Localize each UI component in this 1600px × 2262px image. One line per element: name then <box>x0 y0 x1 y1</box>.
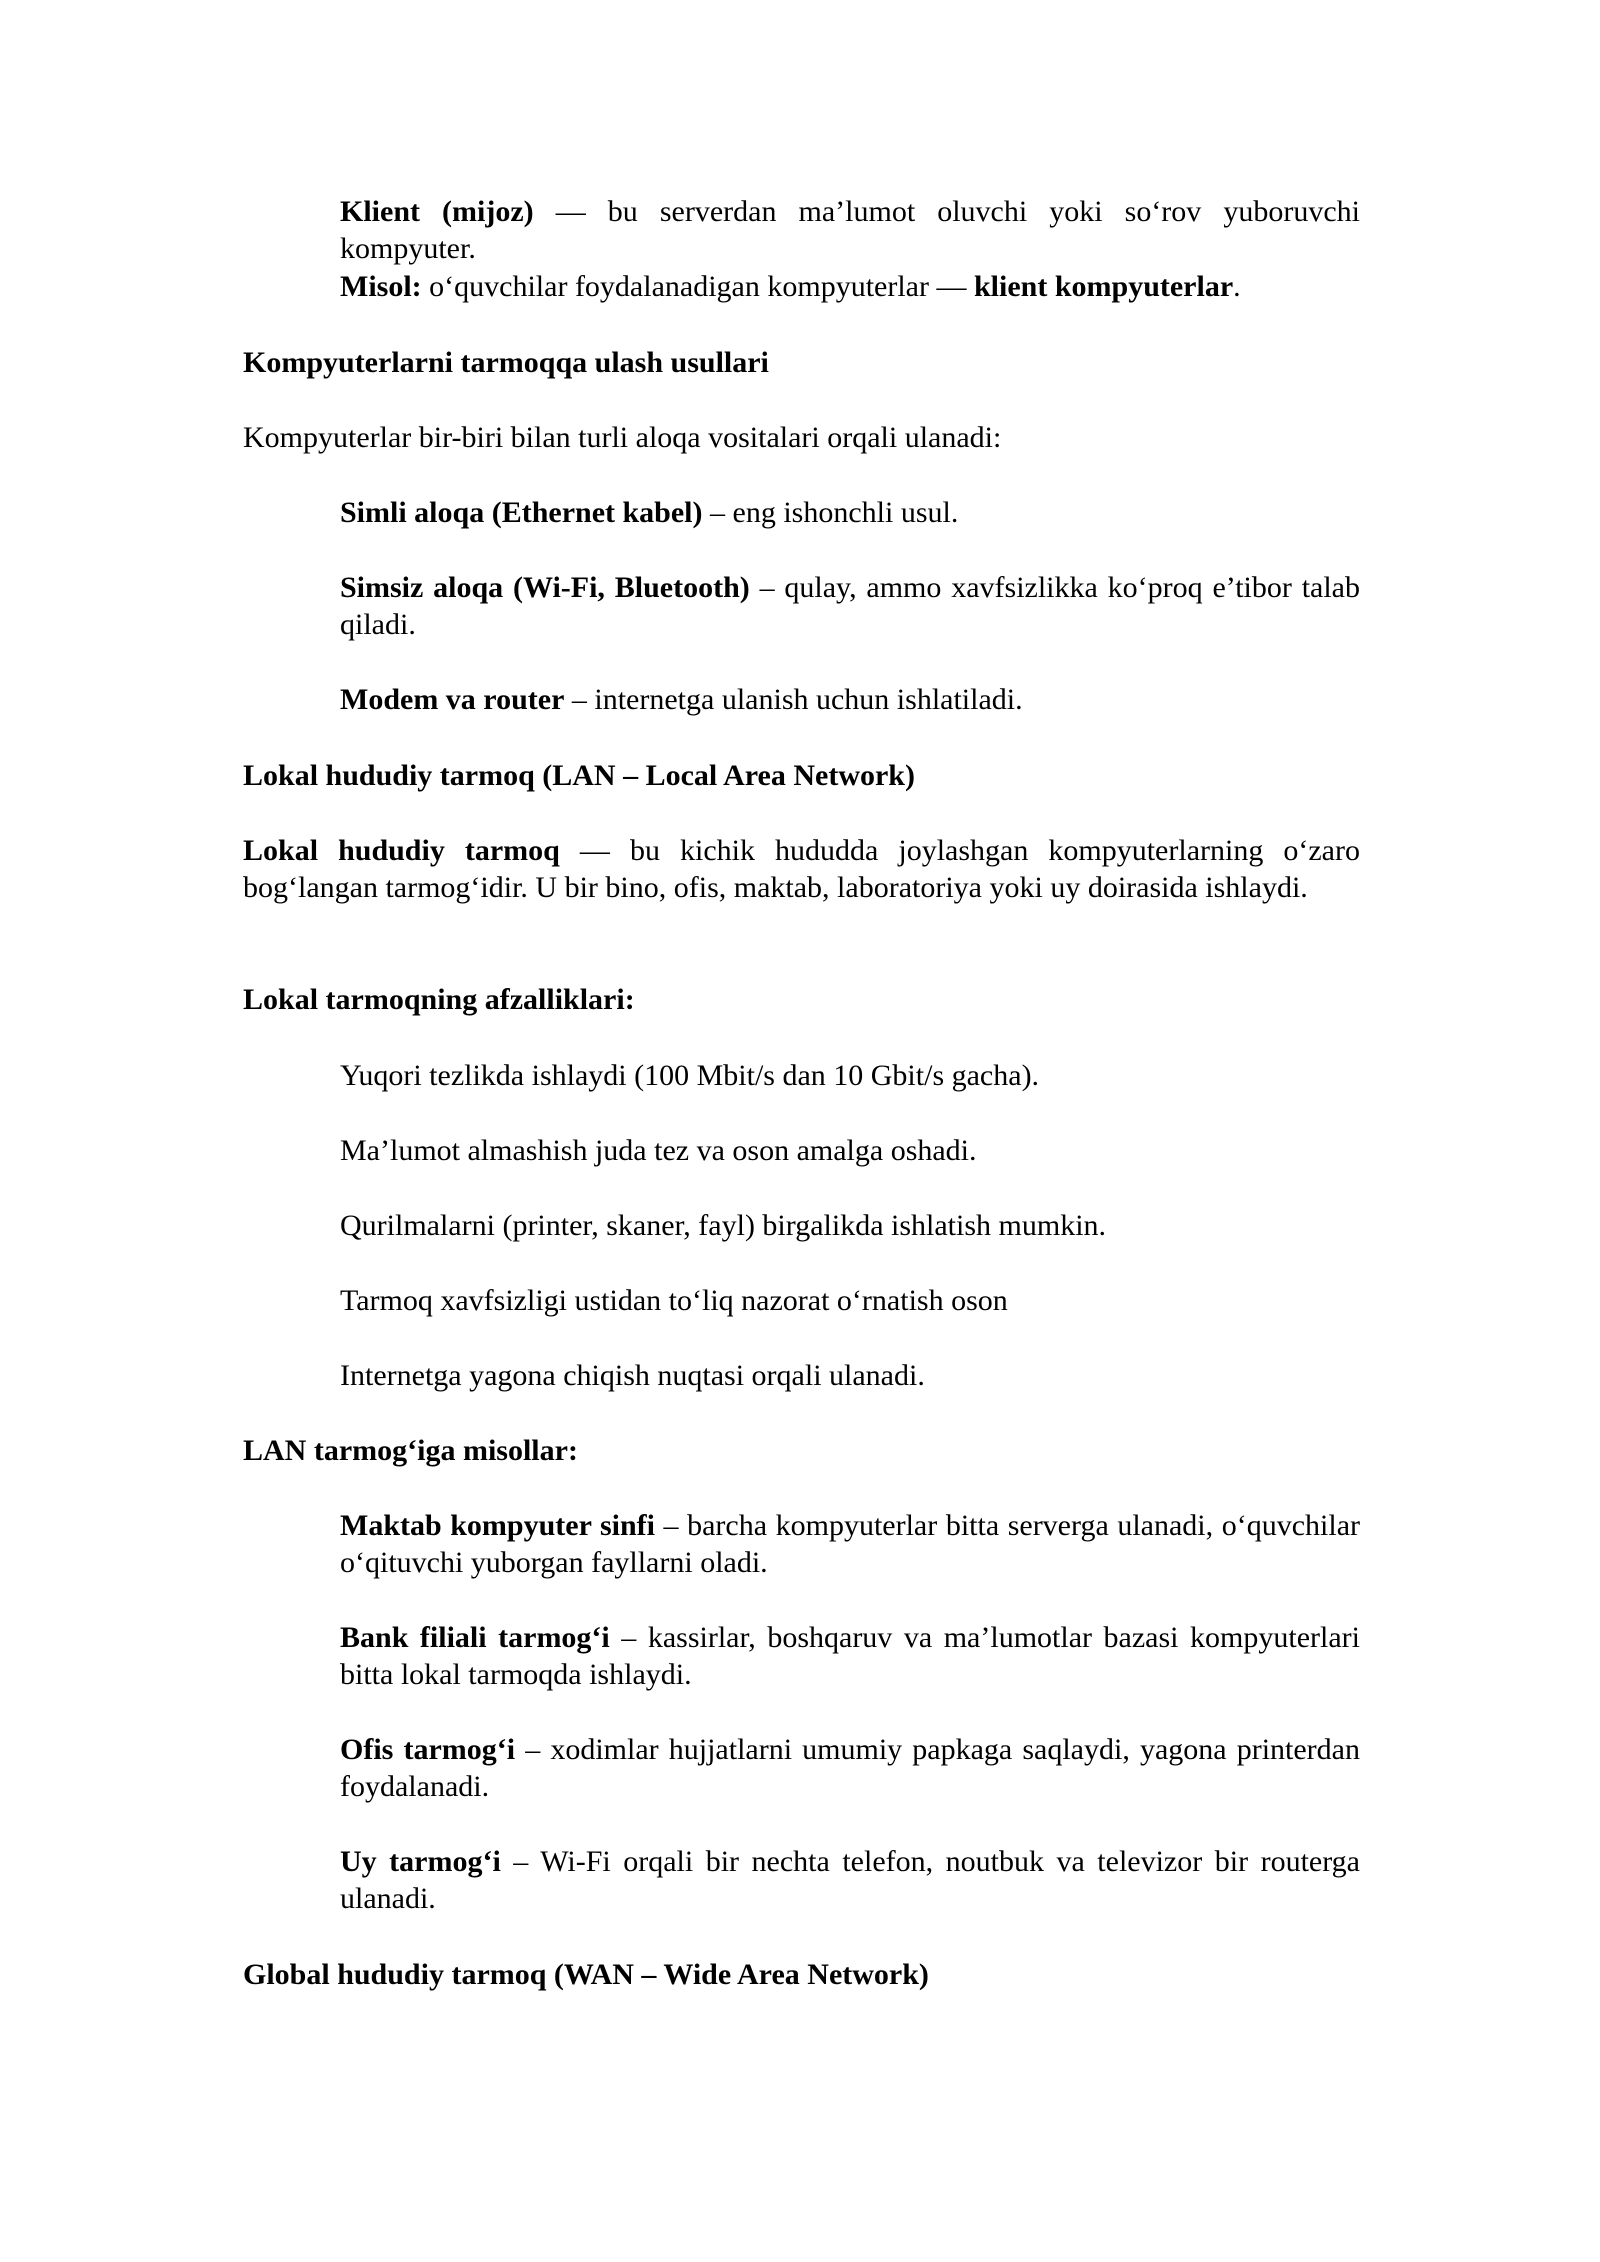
klient-definition <box>340 193 1360 267</box>
lan-def-text: — bu kichik hududda joylashgan kompyuterlarning o‘zaro bog‘langan tarmog‘idir. U bir bino, ofis, maktab, laboratoriya yoki uy doirasida ishlaydi. <box>243 834 1360 904</box>
example-item-term: Maktab kompyuter sinfi <box>340 1509 655 1542</box>
klient-example <box>340 268 1360 305</box>
advantages-heading <box>243 981 1360 1018</box>
advantage-item: Tarmoq xavfsizligi ustidan to‘liq nazorat o‘rnatish oson <box>340 1284 1008 1317</box>
connect-item <box>340 494 1360 531</box>
connect-heading <box>243 344 1360 381</box>
connect-item-text: – eng ishonchli usul. <box>702 496 959 529</box>
connect-intro: Kompyuterlar bir-biri bilan turli aloqa vositalari orqali ulanadi: <box>243 421 1002 454</box>
lan-def-term: Lokal hududiy tarmoq <box>243 834 560 867</box>
klient-definition-text: — bu serverdan ma’lumot oluvchi yoki so‘rov yuboruvchi kompyuter. <box>340 195 1360 265</box>
example-item <box>340 1507 1360 1581</box>
klient-example-label: Misol: <box>340 270 422 303</box>
example-item <box>340 1843 1360 1917</box>
example-item-text: – Wi-Fi orqali bir nechta telefon, noutbuk va televizor bir routerga ulanadi. <box>340 1845 1360 1915</box>
example-item-term: Bank filiali tarmog‘i <box>340 1621 610 1654</box>
example-item-term: Ofis tarmog‘i <box>340 1733 516 1766</box>
klient-example-end: . <box>1233 270 1241 303</box>
wan-heading-text: Global hududiy tarmoq (WAN – Wide Area Network) <box>243 1958 929 1991</box>
connect-item-term: Modem va router <box>340 683 565 716</box>
advantage-item: Internetga yagona chiqish nuqtasi orqali ulanadi. <box>340 1359 925 1392</box>
example-item-text: – kassirlar, boshqaruv va ma’lumotlar bazasi kompyuterlari bitta lokal tarmoqda ishlaydi. <box>340 1621 1361 1691</box>
example-item <box>340 1731 1360 1805</box>
connect-item-term: Simsiz aloqa (Wi-Fi, Bluetooth) <box>340 571 750 604</box>
connect-item-term: Simli aloqa (Ethernet kabel) <box>340 496 703 529</box>
examples-heading <box>243 1432 1360 1469</box>
advantage-item: Qurilmalarni (printer, skaner, fayl) birgalikda ishlatish mumkin. <box>340 1209 1107 1242</box>
lan-heading <box>243 757 1360 794</box>
connect-heading-text: Kompyuterlarni tarmoqqa ulash usullari <box>243 346 769 379</box>
advantage-item: Ma’lumot almashish juda tez va oson amalga oshadi. <box>340 1134 977 1167</box>
advantages-heading-text: Lokal tarmoqning afzalliklari: <box>243 983 635 1016</box>
wan-heading <box>243 1956 1360 1993</box>
connect-item <box>340 569 1360 643</box>
klient-example-bold: klient kompyuterlar <box>973 270 1234 303</box>
lan-definition <box>243 832 1360 906</box>
connect-item <box>340 681 1360 718</box>
example-item-term: Uy tarmog‘i <box>340 1845 501 1878</box>
connect-item-text: – qulay, ammo xavfsizlikka ko‘proq e’tibor talab qiladi. <box>340 571 1360 641</box>
example-item <box>340 1619 1360 1693</box>
examples-heading-text: LAN tarmog‘iga misollar: <box>243 1434 578 1467</box>
example-item-text: – xodimlar hujjatlarni umumiy papkaga saqlaydi, yagona printerdan foydalanadi. <box>340 1733 1360 1803</box>
klient-term: Klient (mijoz) <box>340 195 534 228</box>
lan-heading-text: Lokal hududiy tarmoq (LAN – Local Area Network) <box>243 759 915 792</box>
advantage-item: Yuqori tezlikda ishlaydi (100 Mbit/s dan 10 Gbit/s gacha). <box>340 1059 1040 1092</box>
connect-item-text: – internetga ulanish uchun ishlatiladi. <box>564 683 1023 716</box>
klient-example-text: o‘quvchilar foydalanadigan kompyuterlar — <box>421 270 974 303</box>
example-item-text: – barcha kompyuterlar bitta serverga ulanadi, o‘quvchilar o‘qituvchi yuborgan fayllarni oladi. <box>340 1509 1360 1579</box>
